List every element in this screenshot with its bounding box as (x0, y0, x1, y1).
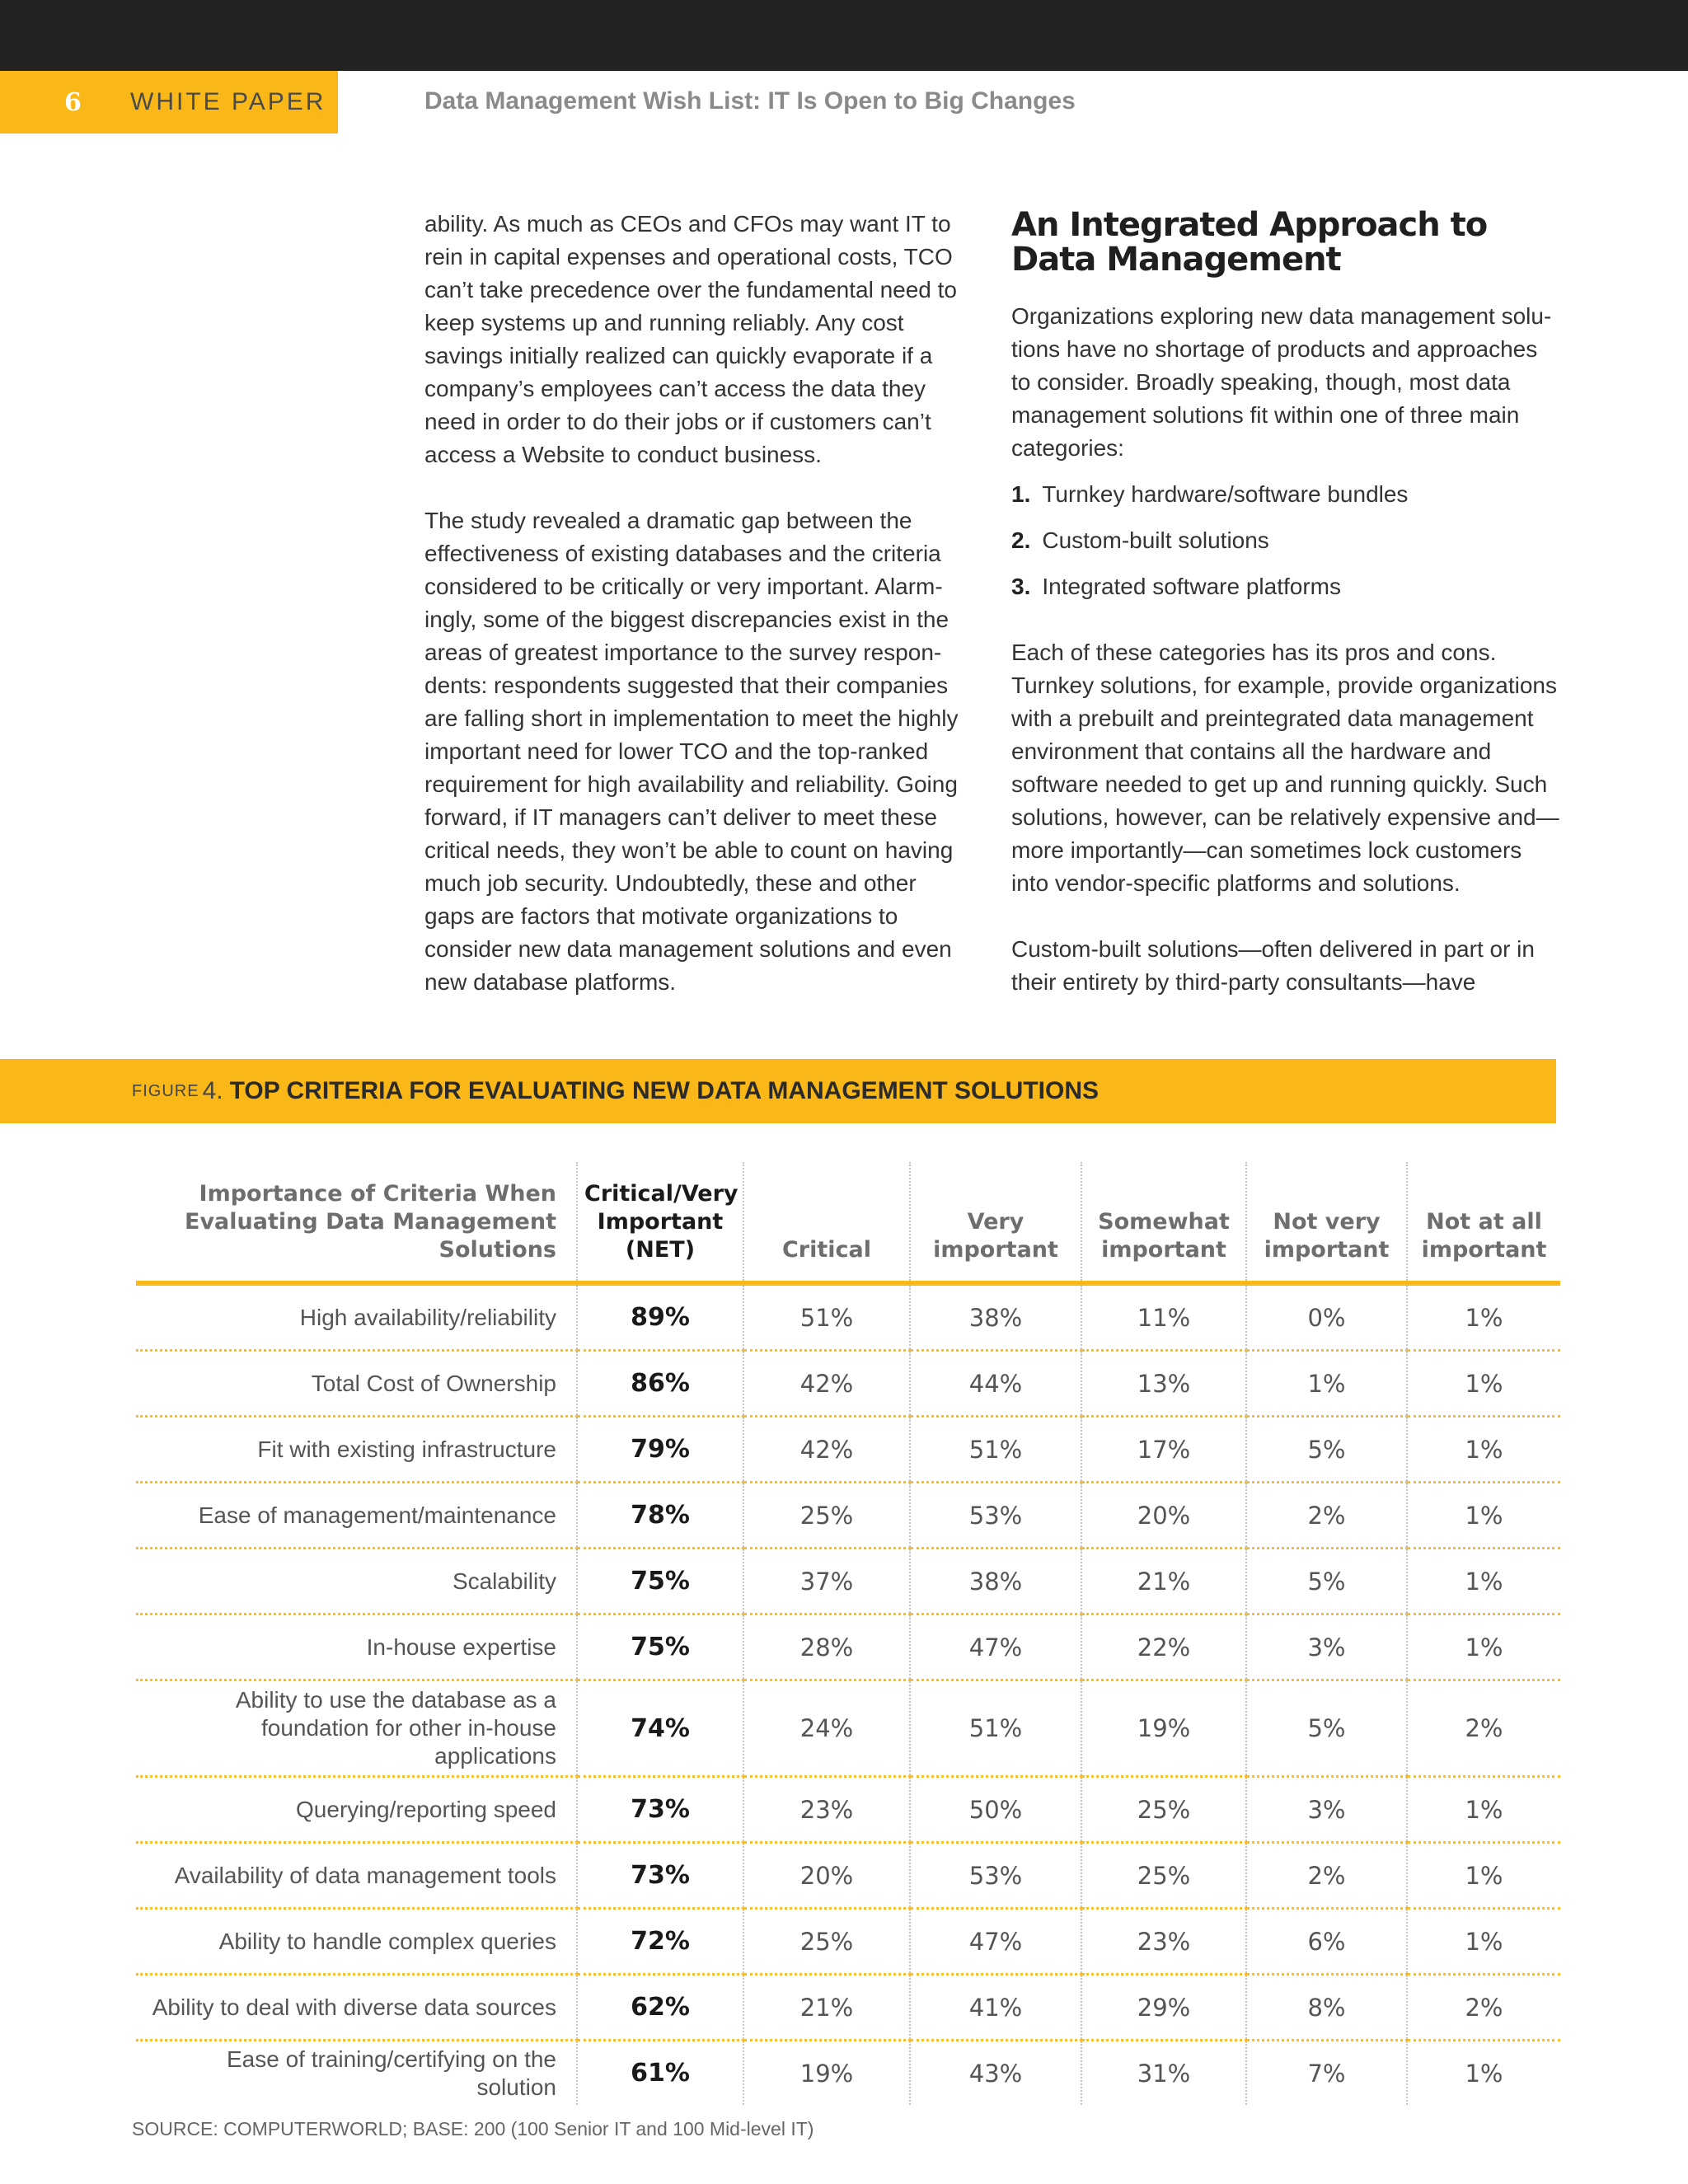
not-at-all-important-value: 1% (1407, 1283, 1560, 1351)
very-important-value: 44% (910, 1351, 1081, 1417)
not-at-all-important-value: 2% (1407, 1975, 1560, 2041)
somewhat-important-value: 21% (1081, 1549, 1246, 1615)
source-note: SOURCE: COMPUTERWORLD; BASE: 200 (100 Senior IT and 100 Mid-level IT) (132, 2118, 814, 2139)
category-text: Turnkey hardware/software bundles (1042, 481, 1409, 507)
very-important-value: 53% (910, 1843, 1081, 1909)
not-very-important-value: 2% (1246, 1483, 1407, 1549)
table-row (136, 1283, 1560, 1351)
left-column (424, 208, 973, 1032)
very-important-value: 51% (910, 1417, 1081, 1483)
somewhat-important-value: 20% (1081, 1483, 1246, 1549)
row-label: Ability to use the database as a foundation for other in-house applications (136, 1680, 577, 1777)
page-tab (0, 71, 338, 134)
very-important-value: 38% (910, 1549, 1081, 1615)
criteria-table (136, 1162, 1560, 2105)
net-value: 75% (577, 1615, 743, 1680)
figure-title: TOP CRITERIA FOR EVALUATING NEW DATA MANAGEMENT SOLUTIONS (229, 1077, 1100, 1104)
not-at-all-important-value: 1% (1407, 1417, 1560, 1483)
row-label: Total Cost of Ownership (136, 1351, 577, 1417)
not-very-important-value: 3% (1246, 1777, 1407, 1843)
critical-value: 37% (743, 1549, 910, 1615)
row-label: Ability to deal with diverse data sources (136, 1975, 577, 2041)
section-heading: An Integrated Approach to Data Management (1011, 206, 1488, 279)
column-header: Importance of Criteria When Evaluating Data Management Solutions (136, 1162, 577, 1283)
running-title: Data Management Wish List: IT Is Open to Big Changes (424, 87, 1076, 115)
very-important-value: 50% (910, 1777, 1081, 1843)
table-row (136, 1351, 1560, 1417)
row-label: Ease of training/certifying on the solution (226, 2046, 556, 2100)
body-paragraph: Custom-built solutions—often delivered in part or in their entirety by third-party consultants—have (1011, 936, 1535, 995)
very-important-value: 38% (910, 1283, 1081, 1351)
body-paragraph: ability. As much as CEOs and CFOs may want IT to rein in capital expenses and operational costs, TCO can’t take precedence over the fundamental need to keep systems up and running reliably. Any cost savings initially realized can quickly evaporate if a company’s employees can’t access the data they need in order to do their jobs or if customers can’t access a Website to conduct business. (424, 211, 957, 467)
somewhat-important-value: 13% (1081, 1351, 1246, 1417)
table-row (136, 1417, 1560, 1483)
not-very-important-value: 7% (1246, 2041, 1407, 2106)
table-header-row (136, 1162, 1560, 1283)
critical-value: 25% (743, 1909, 910, 1975)
row-label: High availability/reliability (136, 1283, 577, 1351)
column-header: Not at all important (1407, 1162, 1560, 1283)
very-important-value: 47% (910, 1615, 1081, 1680)
net-value: 74% (577, 1680, 743, 1777)
net-value: 78% (577, 1483, 743, 1549)
category-item (1011, 570, 1559, 603)
row-label: Ease of management/maintenance (136, 1483, 577, 1549)
net-value: 79% (577, 1417, 743, 1483)
table-row (136, 1909, 1560, 1975)
column-header: Critical (743, 1162, 910, 1283)
figure-title-bar (0, 1059, 1556, 1123)
somewhat-important-value: 29% (1081, 1975, 1246, 2041)
critical-value: 25% (743, 1483, 910, 1549)
very-important-value: 51% (910, 1680, 1081, 1777)
very-important-value: 43% (910, 2041, 1081, 2106)
category-number: 3. (1011, 574, 1031, 599)
not-at-all-important-value: 1% (1407, 1777, 1560, 1843)
table-row (136, 1680, 1560, 1777)
not-very-important-value: 8% (1246, 1975, 1407, 2041)
not-at-all-important-value: 1% (1407, 1615, 1560, 1680)
column-header: Critical/Very Important (NET) (577, 1162, 743, 1283)
not-very-important-value: 1% (1246, 1351, 1407, 1417)
column-header: Not very important (1246, 1162, 1407, 1283)
net-value: 86% (577, 1351, 743, 1417)
not-at-all-important-value: 1% (1407, 2041, 1560, 2106)
very-important-value: 41% (910, 1975, 1081, 2041)
not-at-all-important-value: 1% (1407, 1483, 1560, 1549)
category-number: 2. (1011, 527, 1031, 553)
not-at-all-important-value: 1% (1407, 1549, 1560, 1615)
net-value: 61% (577, 2041, 743, 2106)
critical-value: 42% (743, 1417, 910, 1483)
row-label: Availability of data management tools (136, 1843, 577, 1909)
figure-number: 4. (202, 1077, 223, 1104)
somewhat-important-value: 11% (1081, 1283, 1246, 1351)
somewhat-important-value: 23% (1081, 1909, 1246, 1975)
not-very-important-value: 2% (1246, 1843, 1407, 1909)
not-very-important-value: 5% (1246, 1549, 1407, 1615)
somewhat-important-value: 31% (1081, 2041, 1246, 2106)
not-at-all-important-value: 1% (1407, 1909, 1560, 1975)
column-header: Somewhat important (1081, 1162, 1246, 1283)
intro-paragraph: Organizations exploring new data management solu-tions have no shortage of products and approaches to consider. Broadly speaking, though, most data management solutions fit within one of three main categories: (1011, 303, 1552, 461)
category-item (1011, 478, 1559, 511)
very-important-value: 47% (910, 1909, 1081, 1975)
net-value: 62% (577, 1975, 743, 2041)
critical-value: 20% (743, 1843, 910, 1909)
critical-value: 21% (743, 1975, 910, 2041)
very-important-value: 53% (910, 1483, 1081, 1549)
table-row (136, 1975, 1560, 2041)
body-paragraph: The study revealed a dramatic gap between the effectiveness of existing databases and the criteria considered to be critically or very important. Alarm-ingly, some of the biggest discrepancies exist in the areas of greatest importance to the survey respon-dents: respondents suggested that their companies are falling short in implementation to meet the highly important need for lower TCO and the top-ranked requirement for high availability and reliability. Going forward, if IT managers can’t deliver to meet these critical needs, they won’t be able to count on having much job security. Undoubtedly, these and other gaps are factors that motivate organizations to consider new data management solutions and even new database platforms. (424, 508, 959, 995)
not-at-all-important-value: 1% (1407, 1351, 1560, 1417)
row-label: Ability to handle complex queries (136, 1909, 577, 1975)
table-row (136, 1843, 1560, 1909)
critical-value: 19% (743, 2041, 910, 2106)
row-label: In-house expertise (136, 1615, 577, 1680)
category-text: Custom-built solutions (1042, 527, 1269, 553)
net-value: 75% (577, 1549, 743, 1615)
figure-label: FIGURE (132, 1081, 199, 1100)
not-at-all-important-value: 2% (1407, 1680, 1560, 1777)
not-very-important-value: 3% (1246, 1615, 1407, 1680)
section-label: WHITE PAPER (130, 88, 326, 115)
category-text: Integrated software platforms (1042, 574, 1341, 599)
table-row (136, 1483, 1560, 1549)
category-list (1011, 478, 1559, 603)
not-very-important-value: 6% (1246, 1909, 1407, 1975)
critical-value: 51% (743, 1283, 910, 1351)
column-header: Very important (910, 1162, 1081, 1283)
body-paragraph: Each of these categories has its pros and cons. Turnkey solutions, for example, provide organizations with a prebuilt and preintegrated data management environment that contains all the hardware and software needed to get up and running quickly. Such solutions, however, can be relatively expensive and—more importantly—can sometimes lock customers into vendor-specific platforms and solutions. (1011, 640, 1559, 896)
table-row (136, 2041, 1560, 2106)
critical-value: 24% (743, 1680, 910, 1777)
net-value: 73% (577, 1777, 743, 1843)
top-dark-band (0, 0, 1688, 71)
not-at-all-important-value: 1% (1407, 1843, 1560, 1909)
not-very-important-value: 5% (1246, 1680, 1407, 1777)
table-row (136, 1615, 1560, 1680)
row-label: Scalability (136, 1549, 577, 1615)
somewhat-important-value: 19% (1081, 1680, 1246, 1777)
critical-value: 42% (743, 1351, 910, 1417)
right-column (1011, 208, 1559, 1032)
somewhat-important-value: 17% (1081, 1417, 1246, 1483)
page-number: 6 (64, 87, 82, 117)
table-row (136, 1777, 1560, 1843)
critical-value: 23% (743, 1777, 910, 1843)
row-label: Querying/reporting speed (136, 1777, 577, 1843)
category-item (1011, 524, 1559, 557)
net-value: 72% (577, 1909, 743, 1975)
critical-value: 28% (743, 1615, 910, 1680)
table-row (136, 1549, 1560, 1615)
somewhat-important-value: 25% (1081, 1777, 1246, 1843)
not-very-important-value: 0% (1246, 1283, 1407, 1351)
net-value: 89% (577, 1283, 743, 1351)
row-label: Fit with existing infrastructure (136, 1417, 577, 1483)
category-number: 1. (1011, 481, 1031, 507)
somewhat-important-value: 22% (1081, 1615, 1246, 1680)
not-very-important-value: 5% (1246, 1417, 1407, 1483)
net-value: 73% (577, 1843, 743, 1909)
somewhat-important-value: 25% (1081, 1843, 1246, 1909)
